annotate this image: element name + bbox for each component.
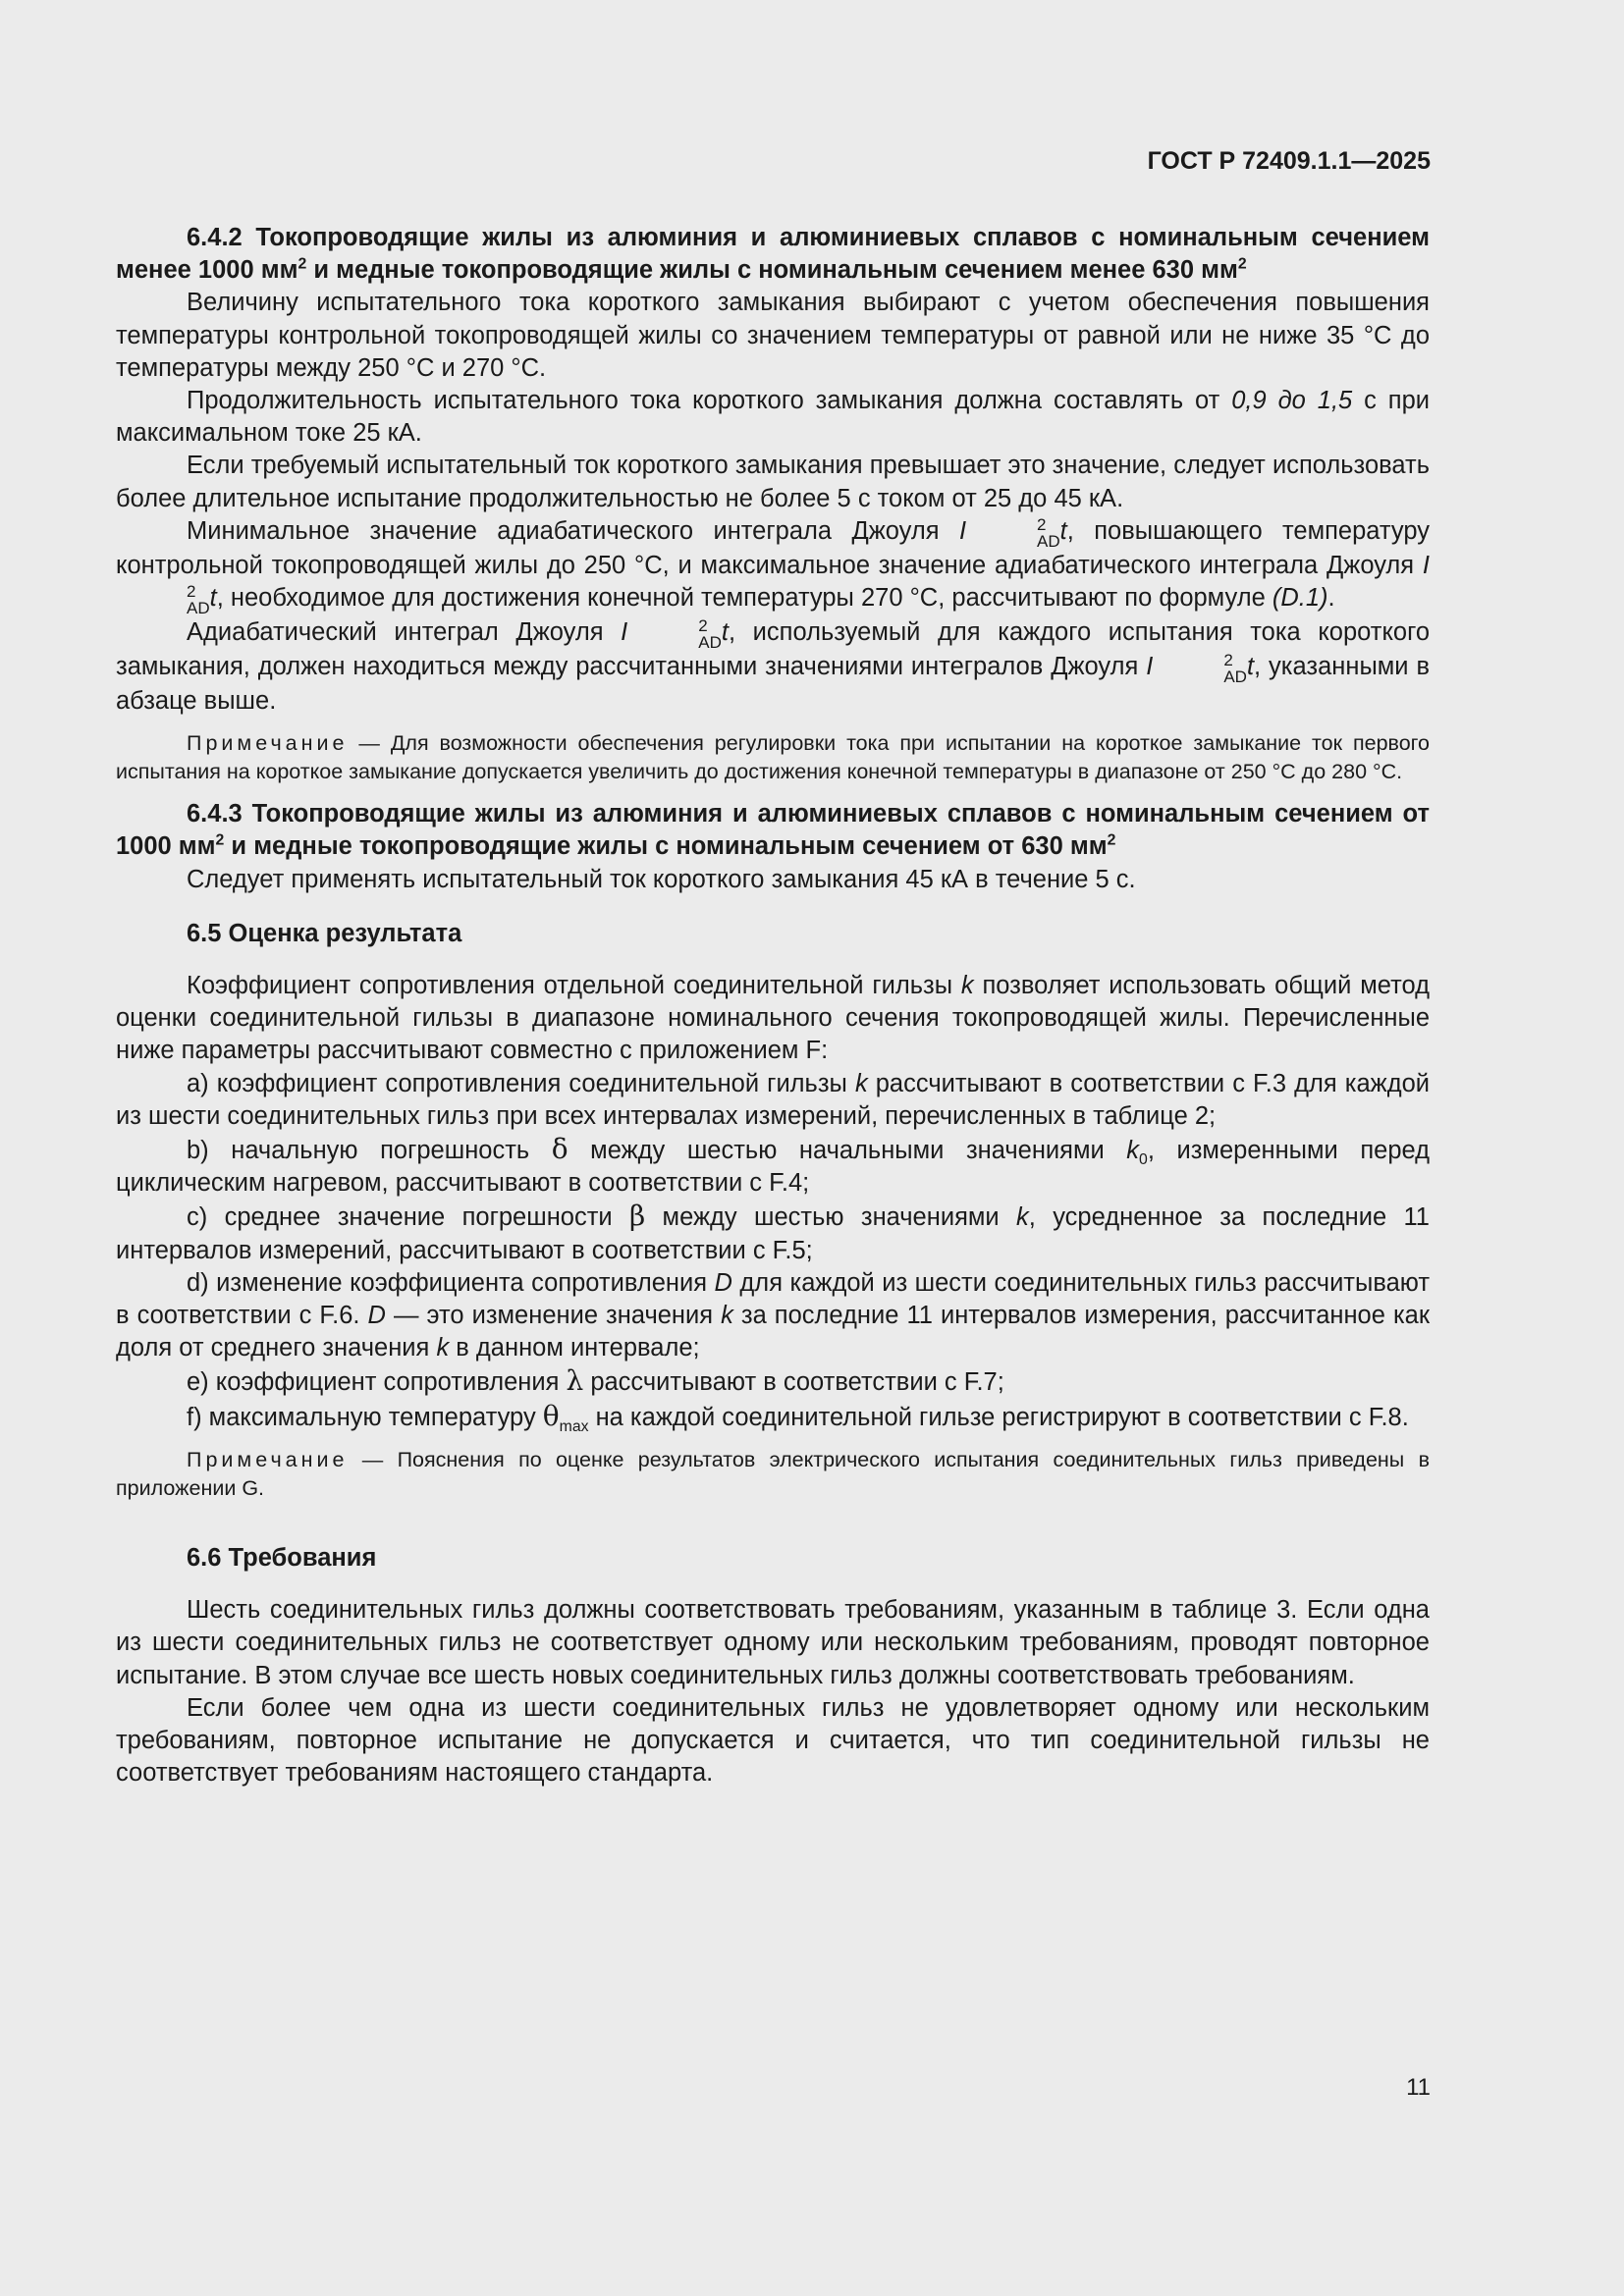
document-body	[116, 222, 1430, 1789]
note: Примечание — Пояснения по оценке результатов электрического испытания соединительных гильз приведены в приложении G.	[116, 1447, 1430, 1500]
paragraph: Шесть соединительных гильз должны соответствовать требованиям, указанным в таблице 3. Если одна из шести соединительных гильз не соответствует одному или нескольким требованиям, проводят повторное испытание. В этом случае все шесть новых соединительных гильз должны соответствовать требованиям.	[116, 1596, 1430, 1689]
paragraph: Адиабатический интеграл Джоуля I 2 AD t, используемый для каждого испытания тока короткого замыкания, должен находиться между рассчитанными значениями интегралов Джоуля I 2 AD t, указанными в абзаце выше.	[116, 616, 1431, 716]
note: Примечание — Для возможности обеспечения регулировки тока при испытании на короткое замыкание ток первого испытания на короткое замыкание допускается увеличить до достижения конечной температуры в диапазоне от 250 °C до 280 °C.	[116, 731, 1430, 784]
section-6-6-heading: 6.6 Требования	[187, 1543, 377, 1572]
paragraph: Продолжительность испытательного тока короткого замыкания должна составлять от 0,9 до 1,5 с при максимальном токе 25 кА.	[116, 387, 1431, 448]
list-item: f) максимальную температуру $\theta_{max}$ на каждой соединительной гильзе регистрируют в соответствии с F.8.	[187, 1399, 1409, 1435]
note-label: Примечание	[187, 1447, 349, 1471]
section-6-5-heading: 6.5 Оценка результата	[187, 919, 462, 947]
paragraph: Следует применять испытательный ток короткого замыкания 45 кА в течение 5 с.	[187, 865, 1136, 893]
paragraph: Если требуемый испытательный ток короткого замыкания превышает это значение, следует использовать более длительное испытание продолжительностью не более 5 с током от 25 до 45 кА.	[116, 452, 1430, 512]
list-item: c) среднее значение погрешности β между шестью значениями k, усредненное за последние 11 интервалов измерений, рассчитывают в соответствии с F.5;	[116, 1200, 1430, 1264]
paragraph: Величину испытательного тока короткого замыкания выбирают с учетом обеспечения повышения температуры контрольной токопроводящей жилы со значением температуры от равной или не ниже 35 °C до температуры между 250 °C и 270 °C.	[116, 289, 1430, 382]
paragraph: Если более чем одна из шести соединительных гильз не удовлетворяет одному или нескольким требованиям, повторное испытание не допускается и считается, что тип соединительной гильзы не соответствует требованиям настоящего стандарта.	[116, 1693, 1430, 1788]
paragraph: Коэффициент сопротивления отдельной соединительной гильзы k позволяет использовать общий метод оценки соединительной гильзы в диапазоне номинального сечения токопроводящей жилы. Перечисленные ниже параметры рассчитывают совместно с приложением F:	[116, 972, 1430, 1065]
paragraph: Минимальное значение адиабатического интеграла Джоуля I 2 AD t, повышающего температуру контрольной токопроводящей жилы до 250 °C, и максимальное значение адиабатического интеграла Джоуля I 2 AD t, необходимое для достижения конечной температуры 270 °C, рассчитывают по формуле (D.1).	[116, 514, 1430, 618]
note-label: Примечание	[187, 731, 349, 756]
list-item: b) начальную погрешность δ между шестью начальными значениями $k_0$, измеренными перед циклическим нагревом, рассчитывают в соответствии с F.4;	[116, 1133, 1431, 1198]
section-6-4-2-heading: 6.4.2 Токопроводящие жилы из алюминия и алюминиевых сплавов с номинальным сечением менее 1000 $мм^2$ и медные токопроводящие жилы с номинальным сечением менее 630 $мм^2$	[116, 224, 1430, 285]
list-item: d) изменение коэффициента сопротивления D для каждой из шести соединительных гильз рассчитывают в соответствии с F.6. D — это изменение значения k за последние 11 интервалов измерения, рассчитанное как доля от среднего значения k в данном интервале;	[116, 1268, 1431, 1362]
page-number: 11	[1406, 2074, 1431, 2101]
document-id: ГОСТ Р 72409.1.1—2025	[1147, 147, 1431, 175]
list-item: e) коэффициент сопротивления λ рассчитывают в соответствии с F.7;	[187, 1364, 1004, 1398]
section-6-4-3-heading: 6.4.3 Токопроводящие жилы из алюминия и алюминиевых сплавов с номинальным сечением от 1000 $мм^2$ и медные токопроводящие жилы с номинальным сечением от 630 $мм^2$	[116, 800, 1430, 861]
list-item: a) коэффициент сопротивления соединительной гильзы k рассчитывают в соответствии с F.3 для каждой из шести соединительных гильз при всех интервалах измерений, перечисленных в таблице 2;	[116, 1069, 1431, 1130]
